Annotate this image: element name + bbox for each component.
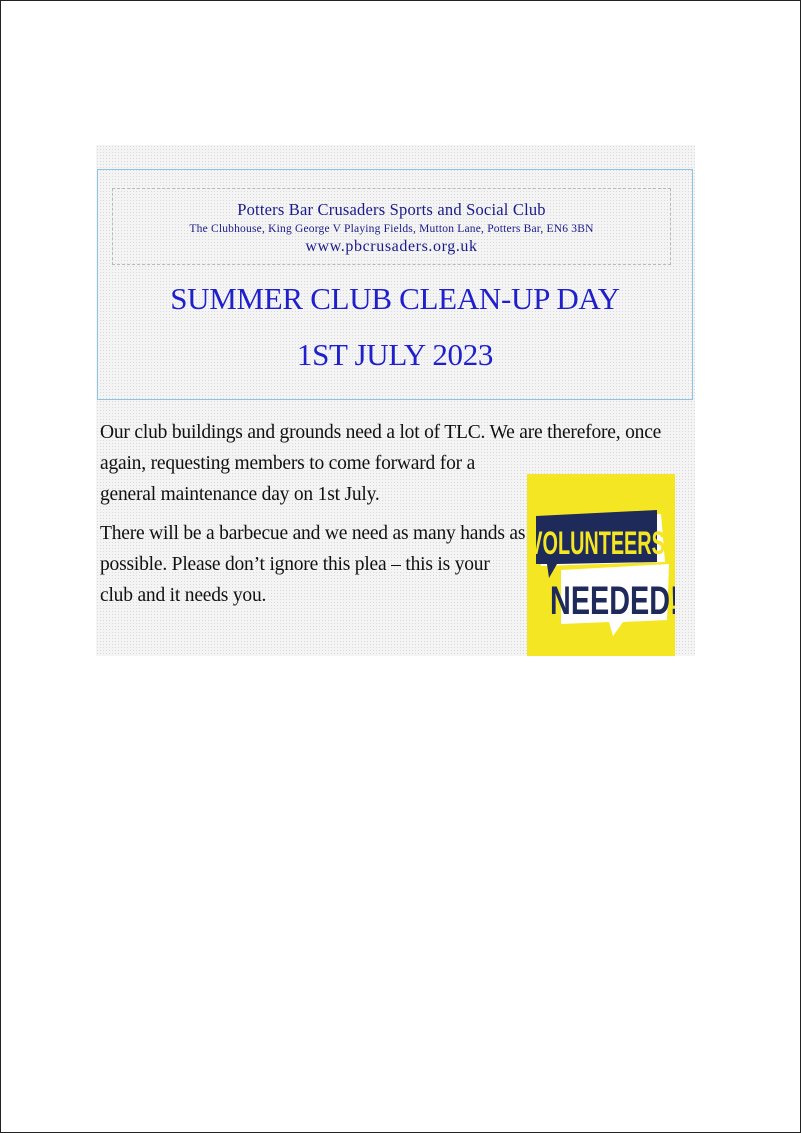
paragraph-2-line: possible. Please don’t ignore this plea – this is your <box>100 554 490 575</box>
paragraph-2-line: club and it needs you. <box>100 585 267 606</box>
paragraph-1-line: again, requesting members to come forward for a <box>100 453 476 474</box>
club-name: Potters Bar Crusaders Sports and Social Club <box>237 200 546 219</box>
paragraph-1-line: Our club buildings and grounds need a lot of TLC. We are therefore, once <box>100 422 662 443</box>
badge-line2: NEEDED! <box>550 578 675 624</box>
volunteers-needed-icon <box>527 474 675 656</box>
volunteers-needed-badge <box>527 474 675 656</box>
event-date: 1ST JULY 2023 <box>296 337 494 372</box>
club-website[interactable]: www.pbcrusaders.org.uk <box>305 238 478 255</box>
event-title: SUMMER CLUB CLEAN-UP DAY <box>170 281 620 316</box>
paragraph-2 <box>100 518 525 611</box>
club-address: The Clubhouse, King George V Playing Fields, Mutton Lane, Potters Bar, EN6 3BN <box>189 223 594 235</box>
badge-line1: VOLUNTEERS <box>529 525 665 562</box>
club-header <box>112 188 671 265</box>
event-title-box <box>97 274 693 400</box>
paragraph-1-line: general maintenance day on 1st July. <box>100 484 380 505</box>
paragraph-2-line: There will be a barbecue and we need as many hands as <box>100 523 526 544</box>
flyer <box>96 145 695 656</box>
